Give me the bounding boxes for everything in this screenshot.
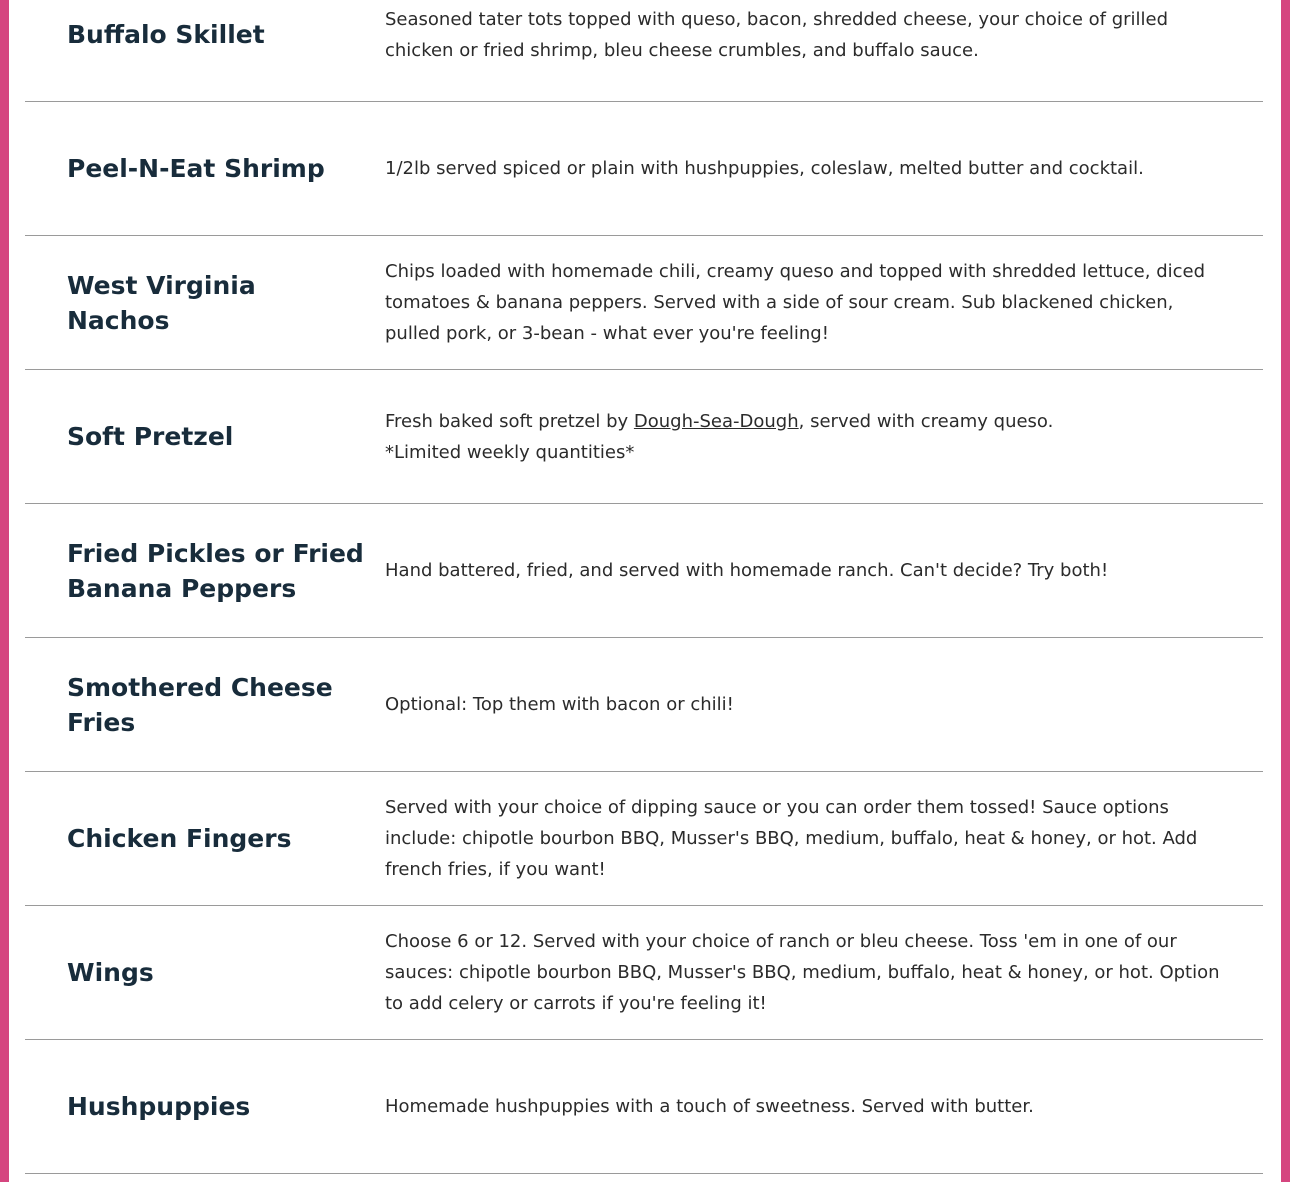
menu-list [25, 0, 1263, 1174]
menu-item-soft-pretzel [25, 370, 1263, 504]
menu-item-description [385, 406, 1263, 468]
description-text: , served with creamy queso. [798, 410, 1054, 432]
menu-item-west-virginia-nachos [25, 236, 1263, 370]
left-accent-bar [0, 0, 9, 1182]
menu-item-name: Smothered Cheese Fries [67, 672, 333, 737]
menu-item-description: Chips loaded with homemade chili, creamy queso and topped with shredded lettuce, diced tomatoes & banana peppers. Served with a side of sour cream. Sub blackened chicken, pulled pork, or 3-bean - what ever you're feeling! [385, 261, 1206, 344]
menu-item-smothered-cheese-fries [25, 638, 1263, 772]
menu-item-description: Choose 6 or 12. Served with your choice of ranch or bleu cheese. Toss 'em in one of our sauces: chipotle bourbon BBQ, Musser's BBQ, medium, buffalo, heat & honey, or hot. Option to add celery or carrots if you're feeling it! [385, 931, 1220, 1014]
menu-item-name: Wings [67, 958, 154, 987]
menu-item-name: Soft Pretzel [67, 422, 234, 451]
menu-item-name: Chicken Fingers [67, 824, 292, 853]
menu-item-name: Peel-N-Eat Shrimp [67, 154, 325, 183]
menu-item-name: West Virginia Nachos [67, 270, 256, 335]
menu-item-buffalo-skillet [25, 0, 1263, 102]
menu-item-chicken-fingers [25, 772, 1263, 906]
dough-sea-dough-link[interactable]: Dough-Sea-Dough [633, 410, 799, 432]
right-accent-bar [1281, 0, 1290, 1182]
menu-item-description: Homemade hushpuppies with a touch of sweetness. Served with butter. [385, 1096, 1034, 1117]
menu-item-name: Buffalo Skillet [67, 20, 265, 49]
menu-item-name: Fried Pickles or Fried Banana Peppers [67, 538, 364, 603]
menu-item-description: Optional: Top them with bacon or chili! [385, 694, 734, 715]
menu-item-description: Served with your choice of dipping sauce or you can order them tossed! Sauce options include: chipotle bourbon BBQ, Musser's BBQ, medium, buffalo, heat & honey, or hot. Add french fries, if you want! [385, 797, 1198, 880]
menu-item-peel-n-eat-shrimp [25, 102, 1263, 236]
menu-item-fried-pickles [25, 504, 1263, 638]
menu-item-description: 1/2lb served spiced or plain with hushpuppies, coleslaw, melted butter and cocktail. [385, 158, 1144, 179]
menu-item-description: Hand battered, fried, and served with homemade ranch. Can't decide? Try both! [385, 560, 1109, 581]
menu-item-name: Hushpuppies [67, 1092, 251, 1121]
menu-item-description: Seasoned tater tots topped with queso, bacon, shredded cheese, your choice of grilled chicken or fried shrimp, bleu cheese crumbles, and buffalo sauce. [385, 8, 1169, 61]
menu-item-hushpuppies [25, 1040, 1263, 1174]
menu-item-wings [25, 906, 1263, 1040]
description-text: Fresh baked soft pretzel by [385, 410, 634, 432]
description-note: *Limited weekly quantities* [385, 441, 635, 463]
